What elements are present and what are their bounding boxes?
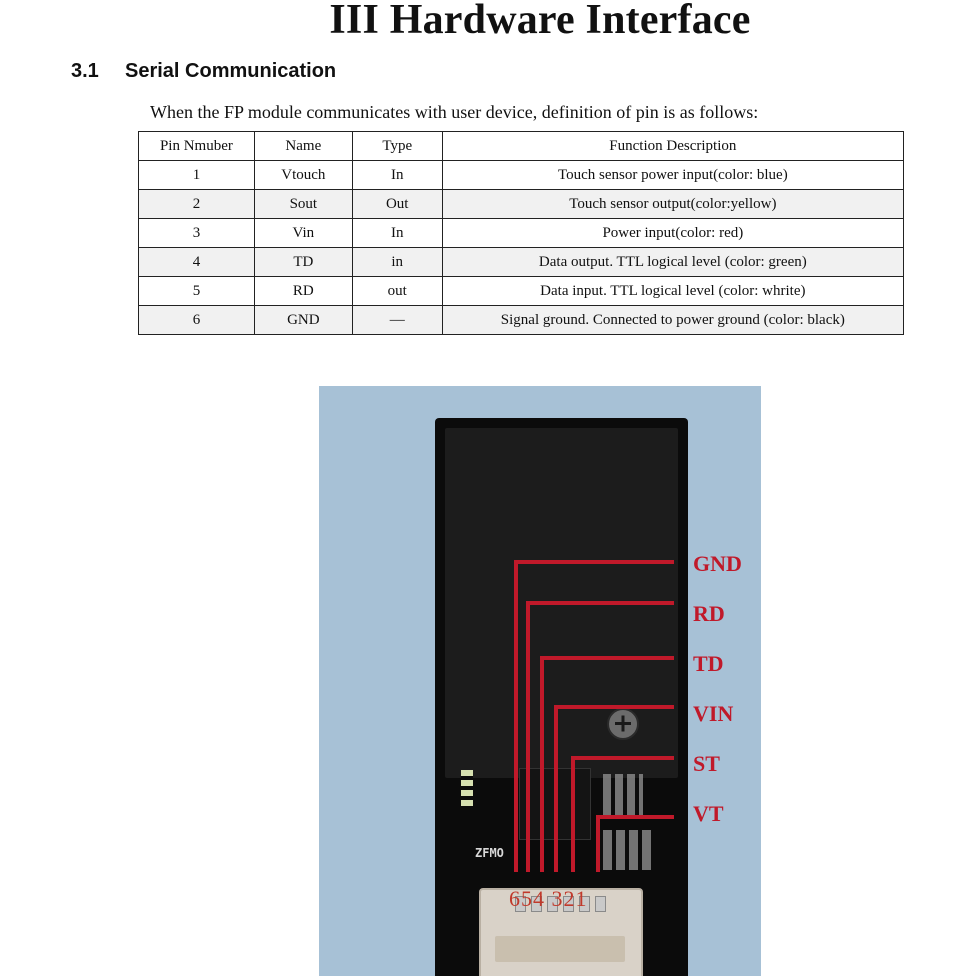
table-row (139, 277, 904, 306)
wire-label-st: ST (693, 751, 720, 776)
table-row (139, 248, 904, 277)
cell-pin-number: 1 (139, 161, 255, 190)
cell-name: GND (254, 306, 352, 335)
cell-type: In (352, 219, 442, 248)
cell-function: Signal ground. Connected to power ground (color: black) (442, 306, 903, 335)
wire-label-vt: VT (693, 801, 724, 826)
cell-type: in (352, 248, 442, 277)
cell-name: TD (254, 248, 352, 277)
cell-type: out (352, 277, 442, 306)
wire-label-td: TD (693, 651, 724, 676)
section-heading (71, 58, 336, 84)
cell-pin-number: 2 (139, 190, 255, 219)
wire-label-gnd: GND (693, 551, 742, 576)
cell-function: Touch sensor power input(color: blue) (442, 161, 903, 190)
wire-td (542, 658, 674, 872)
pin-definition-table (138, 131, 904, 335)
cell-type: Out (352, 190, 442, 219)
cell-function: Touch sensor output(color:yellow) (442, 190, 903, 219)
cell-function: Power input(color: red) (442, 219, 903, 248)
section-number: 3.1 (71, 60, 99, 82)
cell-type: — (352, 306, 442, 335)
cell-name: RD (254, 277, 352, 306)
column-header-name: Name (254, 132, 352, 161)
table-row (139, 306, 904, 335)
column-header-pin-number: Pin Nmuber (139, 132, 255, 161)
pin-number-labels: 654 321 (509, 886, 588, 911)
cell-name: Sout (254, 190, 352, 219)
table-row (139, 219, 904, 248)
table-row (139, 190, 904, 219)
wire-gnd (516, 562, 674, 872)
board-marking: ZFMO (475, 846, 504, 860)
module-photo (319, 386, 761, 976)
cell-name: Vtouch (254, 161, 352, 190)
page-title: III Hardware Interface (329, 0, 751, 43)
section-title: Serial Communication (125, 60, 337, 82)
table-header-row (139, 132, 904, 161)
cell-function: Data output. TTL logical level (color: green) (442, 248, 903, 277)
cell-type: In (352, 161, 442, 190)
intro-text: When the FP module communicates with user device, definition of pin is as follows: (150, 102, 759, 122)
table-row (139, 161, 904, 190)
wire-label-rd: RD (693, 601, 725, 626)
column-header-function: Function Description (442, 132, 903, 161)
cell-pin-number: 3 (139, 219, 255, 248)
cell-pin-number: 6 (139, 306, 255, 335)
column-header-type: Type (352, 132, 442, 161)
wire-vt (598, 817, 674, 872)
cell-pin-number: 5 (139, 277, 255, 306)
wire-rd (528, 603, 674, 872)
wire-label-vin: VIN (693, 701, 734, 726)
cell-function: Data input. TTL logical level (color: whrite) (442, 277, 903, 306)
cell-pin-number: 4 (139, 248, 255, 277)
cell-name: Vin (254, 219, 352, 248)
